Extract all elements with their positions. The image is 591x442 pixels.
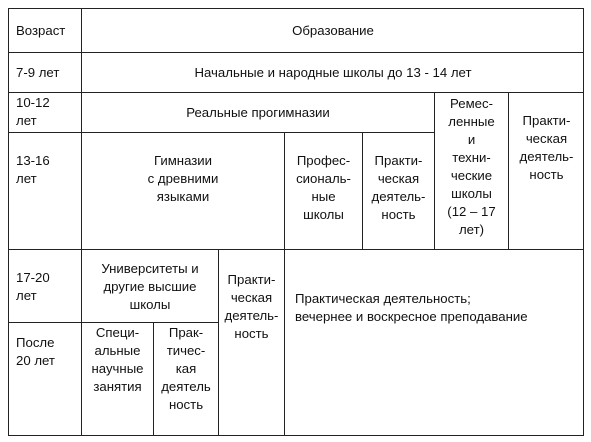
special-studies-label: Специ- альные научные занятия (91, 325, 144, 394)
header-age-label: Возраст (16, 23, 66, 38)
age-label-after-20: После 20 лет (16, 335, 55, 368)
practice-mid-label: Практи- ческая деятель- ность (224, 272, 279, 341)
practice-small-cell (154, 323, 218, 436)
age-cell-17-20 (8, 250, 82, 323)
craft-schools-cell (435, 93, 508, 250)
primary-schools-label: Начальные и народные школы до 13 - 14 лет (194, 65, 472, 80)
practical-activity-wide-cell (285, 250, 584, 436)
header-education-label: Образование (292, 23, 374, 38)
age-cell-10-12 (8, 93, 82, 133)
gymnasium-cell (82, 133, 284, 250)
age-label-13-16: 13-16 лет (16, 153, 50, 186)
age-cell-after-20 (8, 323, 82, 436)
professional-schools-label: Профес- сиональ- ные школы (296, 153, 351, 222)
practice-right-label: Практи- ческая деятель- ность (519, 113, 574, 182)
age-label-7-9: 7-9 лет (16, 65, 60, 80)
universities-label: Университеты и другие высшие школы (101, 260, 199, 312)
special-studies-cell (82, 323, 153, 436)
craft-schools-label: Ремес- ленные и техни- ческие школы (12 – 17 лет) (447, 96, 496, 237)
practice-r3-label: Практи- ческая деятель- ность (371, 153, 426, 222)
header-education-cell (82, 9, 584, 53)
practice-mid-cell (219, 250, 284, 436)
practical-activity-wide-label: Практическая деятельность; вечернее и воскресное преподавание (295, 291, 528, 324)
primary-schools-cell (82, 53, 584, 93)
real-progymnasium-cell (82, 93, 434, 133)
header-age-cell (8, 9, 82, 53)
real-progymnasium-label: Реальные прогимназии (186, 105, 330, 120)
practice-right-cell (509, 93, 584, 250)
age-label-17-20: 17-20 лет (16, 269, 50, 303)
age-cell-13-16 (8, 133, 82, 250)
practice-r3-cell (363, 133, 434, 250)
practice-small-label: Прак- тичес- кая деятель ность (161, 325, 211, 412)
professional-schools-cell (285, 133, 362, 250)
age-cell-7-9 (8, 53, 82, 93)
age-label-10-12: 10-12 лет (16, 95, 50, 128)
gymnasium-label: Гимназии с древними языками (147, 153, 219, 204)
universities-cell (82, 250, 218, 323)
